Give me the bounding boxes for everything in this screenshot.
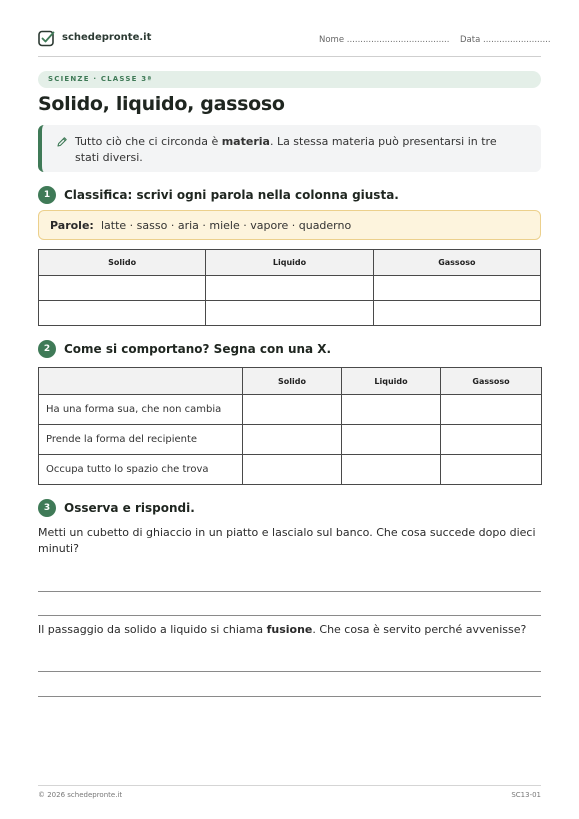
checkbox-cell[interactable]: [243, 455, 342, 485]
checkbox-cell[interactable]: [243, 395, 342, 425]
table-row: [39, 455, 542, 485]
row-statement: Ha una forma sua, che non cambia: [39, 395, 243, 425]
word-bank-label: Parole:: [50, 219, 94, 232]
answer-line[interactable]: [38, 671, 541, 672]
checkbox-cell[interactable]: [342, 455, 441, 485]
checkbox-cell[interactable]: [342, 425, 441, 455]
checkbox-cell[interactable]: [441, 455, 542, 485]
brand-name: schedepronte.it: [62, 32, 152, 43]
subject-label: SCIENZE · CLASSE 3ª: [48, 75, 153, 83]
question-2: Il passaggio da solido a liquido si chiama fusione. Che cosa è servito perché avvenisse?: [38, 623, 527, 636]
column-header: Solido: [243, 368, 342, 395]
column-header: Liquido: [206, 250, 373, 276]
header-divider: [38, 56, 541, 57]
checkbox-cell[interactable]: [243, 425, 342, 455]
table-row: [39, 301, 541, 326]
section-title: Come si comportano? Segna con una X.: [64, 342, 332, 356]
intro-text: Tutto ciò che ci circonda è materia. La stessa materia può presentarsi in tre stati diversi.: [75, 135, 497, 164]
checkbox-cell[interactable]: [441, 395, 542, 425]
answer-cell[interactable]: [206, 301, 373, 326]
section-number: 2: [38, 340, 56, 358]
question-1: Metti un cubetto di ghiaccio in un piatto e lascialo sul banco. Che cosa succede dopo dieci minuti?: [38, 526, 536, 555]
word-bank-list: latte · sasso · aria · miele · vapore · quaderno: [101, 219, 352, 232]
checkbox-cell[interactable]: [342, 395, 441, 425]
worksheet-page: [38, 0, 551, 819]
answer-line[interactable]: [38, 615, 541, 616]
section-title: Classifica: scrivi ogni parola nella colonna giusta.: [64, 188, 399, 202]
behaviour-table: [38, 367, 542, 485]
table-row: [39, 425, 542, 455]
date-field[interactable]: Data .........................: [460, 35, 551, 45]
answer-line[interactable]: [38, 591, 541, 592]
footer-copyright: © 2026 schedepronte.it: [38, 791, 123, 799]
page-header: [38, 30, 551, 50]
pencil-icon: [56, 136, 68, 148]
footer-code: SC13-01: [511, 791, 541, 799]
checkbox-cell[interactable]: [441, 425, 542, 455]
subject-badge: [38, 71, 541, 88]
section-number: 3: [38, 499, 56, 517]
column-header: Solido: [39, 250, 206, 276]
word-bank: [38, 210, 541, 240]
column-header: Liquido: [342, 368, 441, 395]
intro-callout: [38, 125, 541, 172]
column-header: Gassoso: [441, 368, 542, 395]
section-title: Osserva e rispondi.: [64, 501, 195, 515]
answer-line[interactable]: [38, 696, 541, 697]
footer-divider: [38, 785, 541, 786]
name-field[interactable]: Nome ......................................: [319, 35, 450, 45]
empty-header: [39, 368, 243, 395]
classify-table: [38, 249, 541, 326]
column-header: Gassoso: [373, 250, 540, 276]
answer-cell[interactable]: [39, 276, 206, 301]
check-badge-icon: [38, 30, 55, 47]
answer-cell[interactable]: [373, 301, 540, 326]
answer-cell[interactable]: [39, 301, 206, 326]
answer-cell[interactable]: [373, 276, 540, 301]
row-statement: Prende la forma del recipiente: [39, 425, 243, 455]
answer-cell[interactable]: [206, 276, 373, 301]
page-title: Solido, liquido, gassoso: [38, 93, 285, 115]
table-row: [39, 276, 541, 301]
table-row: [39, 395, 542, 425]
row-statement: Occupa tutto lo spazio che trova: [39, 455, 243, 485]
section-number: 1: [38, 186, 56, 204]
